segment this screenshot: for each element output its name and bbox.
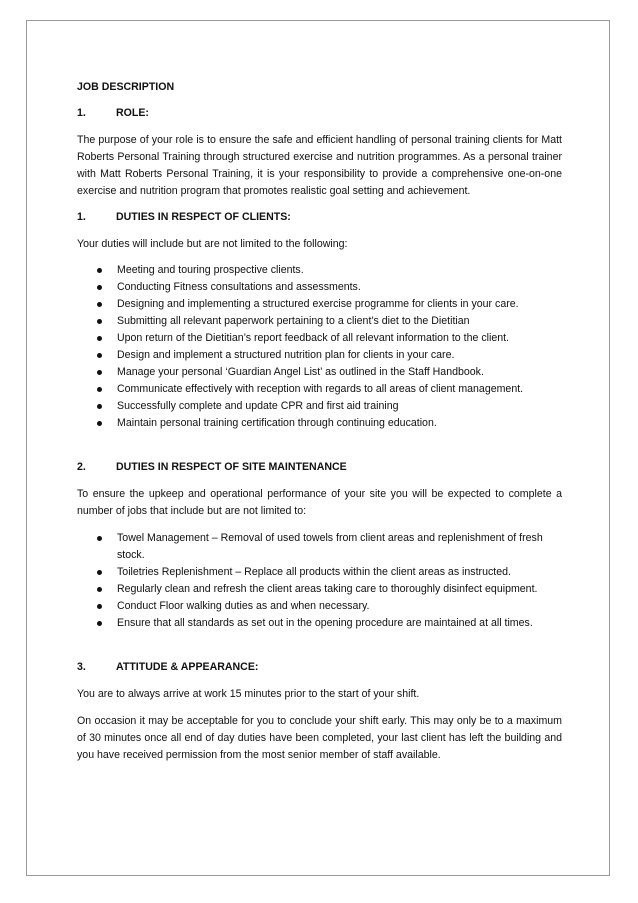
list-item — [77, 330, 562, 347]
bullet-icon — [77, 279, 117, 296]
bullet-icon — [77, 262, 117, 279]
bullet-icon — [77, 564, 117, 581]
clients-intro: Your duties will include but are not limited to the following: — [77, 238, 348, 250]
bullet-icon — [77, 330, 117, 347]
list-item-text: Conducting Fitness consultations and assessments. — [117, 281, 361, 293]
section-heading-text: DUTIES IN RESPECT OF CLIENTS: — [116, 211, 291, 223]
bullet-icon — [77, 581, 117, 598]
list-item — [77, 279, 562, 296]
bullet-icon — [77, 381, 117, 398]
section-clients-heading — [77, 209, 562, 226]
list-item — [77, 313, 562, 330]
list-item — [77, 398, 562, 415]
list-item — [77, 581, 562, 598]
list-item-text: Upon return of the Dietitian’s report feedback of all relevant information to the client. — [117, 332, 509, 344]
list-item — [77, 381, 562, 398]
list-item — [77, 530, 562, 564]
section-number: 1. — [77, 107, 86, 119]
list-item-text: Communicate effectively with reception with regards to all areas of client management. — [117, 383, 524, 395]
bullet-icon — [77, 615, 117, 632]
list-item — [77, 262, 562, 279]
list-item — [77, 296, 562, 313]
section-heading-text: DUTIES IN RESPECT OF SITE MAINTENANCE — [116, 461, 347, 473]
list-item-text: Successfully complete and update CPR and first aid training — [117, 400, 399, 412]
list-item-text: Regularly clean and refresh the client areas taking care to thoroughly disinfect equipment. — [117, 583, 538, 595]
section-role-heading — [77, 105, 562, 122]
bullet-icon — [77, 530, 117, 564]
bullet-icon — [77, 415, 117, 432]
list-item-text: Conduct Floor walking duties as and when necessary. — [117, 600, 370, 612]
section-number: 3. — [77, 661, 86, 673]
document-page — [26, 20, 610, 876]
list-item-text: Manage your personal ‘Guardian Angel List’ as outlined in the Staff Handbook. — [117, 366, 484, 378]
list-item-text: Towel Management – Removal of used towels from client areas and replenishment of fresh stock. — [117, 532, 543, 561]
list-item-text: Submitting all relevant paperwork pertaining to a client’s diet to the Dietitian — [117, 315, 470, 327]
bullet-icon — [77, 598, 117, 615]
bullet-icon — [77, 313, 117, 330]
list-item — [77, 347, 562, 364]
bullet-icon — [77, 347, 117, 364]
bullet-icon — [77, 364, 117, 381]
bullet-icon — [77, 398, 117, 415]
section-attitude-heading — [77, 659, 562, 676]
section-number: 1. — [77, 211, 86, 223]
bullet-icon — [77, 296, 117, 313]
section-heading-text: ROLE: — [116, 107, 149, 119]
list-item — [77, 364, 562, 381]
list-item-text: Design and implement a structured nutrition plan for clients in your care. — [117, 349, 455, 361]
list-item-text: Designing and implementing a structured exercise programme for clients in your care. — [117, 298, 519, 310]
section-site-heading — [77, 459, 562, 476]
section-heading-text: ATTITUDE & APPEARANCE: — [116, 661, 259, 673]
list-item-text: Ensure that all standards as set out in the opening procedure are maintained at all times. — [117, 617, 533, 629]
list-item-text: Maintain personal training certification through continuing education. — [117, 417, 437, 429]
list-item — [77, 564, 562, 581]
attitude-paragraph-1: You are to always arrive at work 15 minutes prior to the start of your shift. — [77, 688, 420, 700]
attitude-paragraph-2: On occasion it may be acceptable for you to conclude your shift early. This may only be to a maximum of 30 minutes once all end of day duties have been completed, your last client has left the building and you have received permission from the most senior member of staff available. — [77, 715, 562, 761]
document-content — [77, 79, 562, 764]
clients-duties-list — [77, 262, 562, 432]
site-intro: To ensure the upkeep and operational performance of your site you will be expected to complete a number of jobs that include but are not limited to: — [77, 488, 562, 517]
document-title: JOB DESCRIPTION — [77, 81, 175, 93]
list-item — [77, 415, 562, 432]
role-paragraph: The purpose of your role is to ensure the safe and efficient handling of personal training clients for Matt Roberts Personal Training through structured exercise and nutrition programmes. As a personal trainer with Matt Roberts Personal Training, it is your responsibility to provide a comprehensive one-on-one exercise and nutrition program that promotes realistic goal setting and achievement. — [77, 134, 562, 197]
list-item — [77, 598, 562, 615]
list-item — [77, 615, 562, 632]
section-number: 2. — [77, 461, 86, 473]
site-duties-list — [77, 530, 562, 632]
list-item-text: Toiletries Replenishment – Replace all products within the client areas as instructed. — [117, 566, 511, 578]
list-item-text: Meeting and touring prospective clients. — [117, 264, 304, 276]
